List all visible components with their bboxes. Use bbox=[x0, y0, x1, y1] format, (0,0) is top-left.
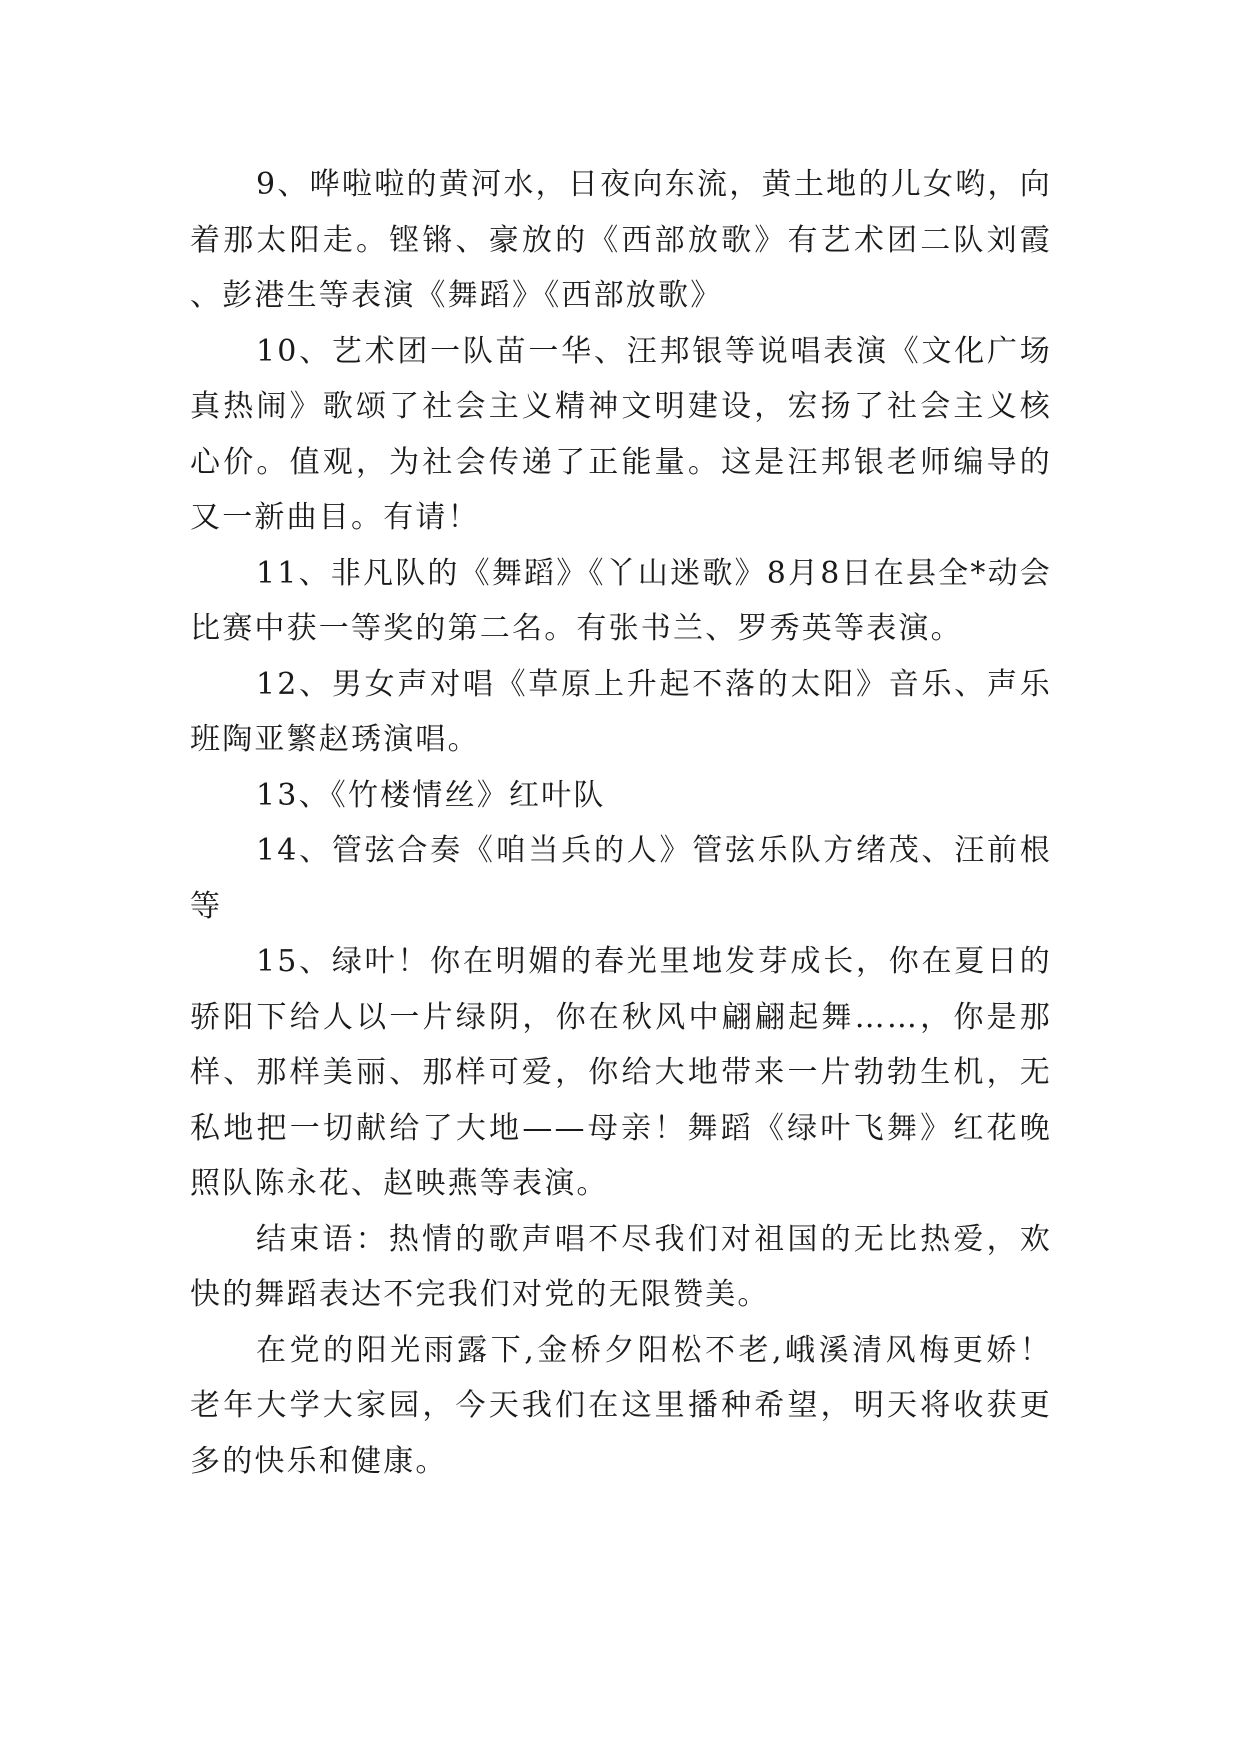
paragraph-item-9: 9、哗啦啦的黄河水，日夜向东流，黄土地的儿女哟，向着那太阳走。铿锵、豪放的《西部放歌》有艺术团二队刘霞、彭港生等表演《舞蹈》《西部放歌》 bbox=[190, 167, 1052, 313]
paragraph-item-12: 12、男女声对唱《草原上升起不落的太阳》音乐、声乐班陶亚繁赵琇演唱。 bbox=[190, 666, 1052, 757]
paragraph-item-13: 13、《竹楼情丝》红叶队 bbox=[256, 777, 606, 813]
paragraph-item-11: 11、非凡队的《舞蹈》《丫山迷歌》8月8日在县全*动会比赛中获一等奖的第二名。有张书兰、罗秀英等表演。 bbox=[190, 555, 1052, 646]
paragraph-item-15: 15、绿叶！你在明媚的春光里地发芽成长，你在夏日的骄阳下给人以一片绿阴，你在秋风中翩翩起舞……，你是那样、那样美丽、那样可爱，你给大地带来一片勃勃生机，无私地把一切献给了大地——母亲！舞蹈《绿叶飞舞》红花晚照队陈永花、赵映燕等表演。 bbox=[190, 944, 1052, 1201]
document-body bbox=[190, 157, 1052, 1489]
paragraph-item-14: 14、管弦合奏《咱当兵的人》管弦乐队方绪茂、汪前根等 bbox=[190, 833, 1052, 924]
paragraph-item-10: 10、艺术团一队苗一华、汪邦银等说唱表演《文化广场真热闹》歌颂了社会主义精神文明建设，宏扬了社会主义核心价。值观，为社会传递了正能量。这是汪邦银老师编导的又一新曲目。有请！ bbox=[190, 333, 1052, 535]
closing-remarks: 结束语：热情的歌声唱不尽我们对祖国的无比热爱，欢快的舞蹈表达不完我们对党的无限赞美。 bbox=[190, 1221, 1052, 1312]
closing-wish: 在党的阳光雨露下,金桥夕阳松不老,峨溪清风梅更娇！老年大学大家园，今天我们在这里播种希望，明天将收获更多的快乐和健康。 bbox=[190, 1332, 1052, 1479]
